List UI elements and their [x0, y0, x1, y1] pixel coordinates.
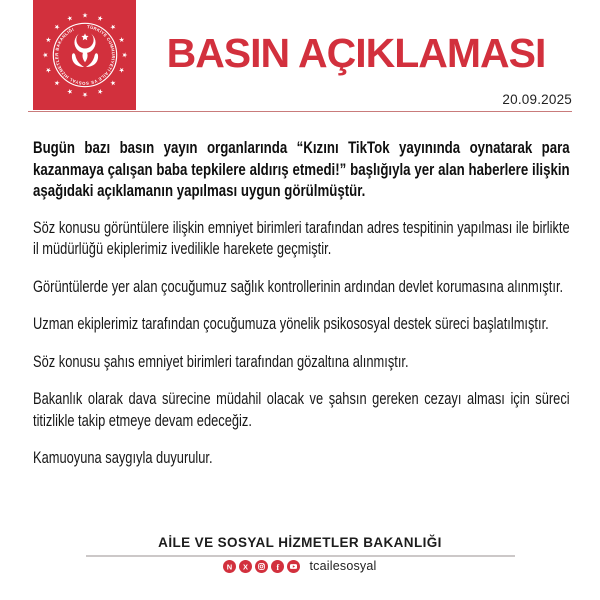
- ministry-emblem-icon: [37, 7, 133, 103]
- social-row: [0, 559, 600, 573]
- body-paragraph: Uzman ekiplerimiz tarafından çocuğumuza yönelik psikososyal destek süreci başlatılmıştır.: [33, 315, 549, 333]
- svg-text:N: N: [227, 561, 233, 571]
- body-paragraph: Söz konusu görüntülere ilişkin emniyet birimleri tarafından adres tespitinin yapılması ile birlikte il müdürlüğü ekiplerimiz ivedilikle harekete geçmiştir.: [33, 218, 570, 258]
- facebook-icon[interactable]: [271, 560, 284, 573]
- body-paragraph: Söz konusu şahıs emniyet birimleri tarafından gözaltına alınmıştır.: [33, 352, 409, 371]
- press-release-body: [33, 137, 570, 486]
- body-paragraph: Bugün bazı basın yayın organlarında “Kızını TikTok yayınında oynatarak para kazanmaya çalışan baba tepkilere aldırış etmedi!” başlığıyla yer alan haberlere ilişkin aşağıdaki açıklamanın yapılması uygun görülmüştür.: [33, 138, 570, 200]
- youtube-icon[interactable]: [287, 560, 300, 573]
- body-paragraph: Bakanlık olarak dava sürecine müdahil olacak ve şahsın gereken cezayı alması için süreci titizlikle takip etmeye devam edeceğiz.: [33, 390, 570, 430]
- date-label: 20.09.2025: [502, 92, 572, 107]
- ministry-name: AİLE VE SOSYAL HİZMETLER BAKANLIĞI: [158, 535, 442, 550]
- ministry-logo: [33, 0, 136, 110]
- x-twitter-icon[interactable]: [239, 560, 252, 573]
- emblem-ring-text: TÜRKİYE CUMHURİYETİ AİLE VE SOSYAL HİZMETLER BAKANLIĞI: [53, 24, 116, 86]
- body-paragraph: Görüntülerde yer alan çocuğumuz sağlık kontrollerinin ardından devlet korumasına alınmıştır.: [33, 277, 564, 296]
- footer-separator-line: [86, 555, 515, 557]
- svg-text:X: X: [243, 561, 249, 571]
- header-separator-line: [28, 111, 572, 112]
- svg-text:f: f: [276, 561, 280, 572]
- social-handle: tcailesosyal: [309, 559, 377, 573]
- instagram-icon[interactable]: [255, 560, 268, 573]
- nsosyal-icon[interactable]: [223, 560, 236, 573]
- body-paragraph: Kamuoyuna saygıyla duyurulur.: [33, 449, 213, 467]
- press-release-title: BASIN AÇIKLAMASI: [166, 30, 546, 76]
